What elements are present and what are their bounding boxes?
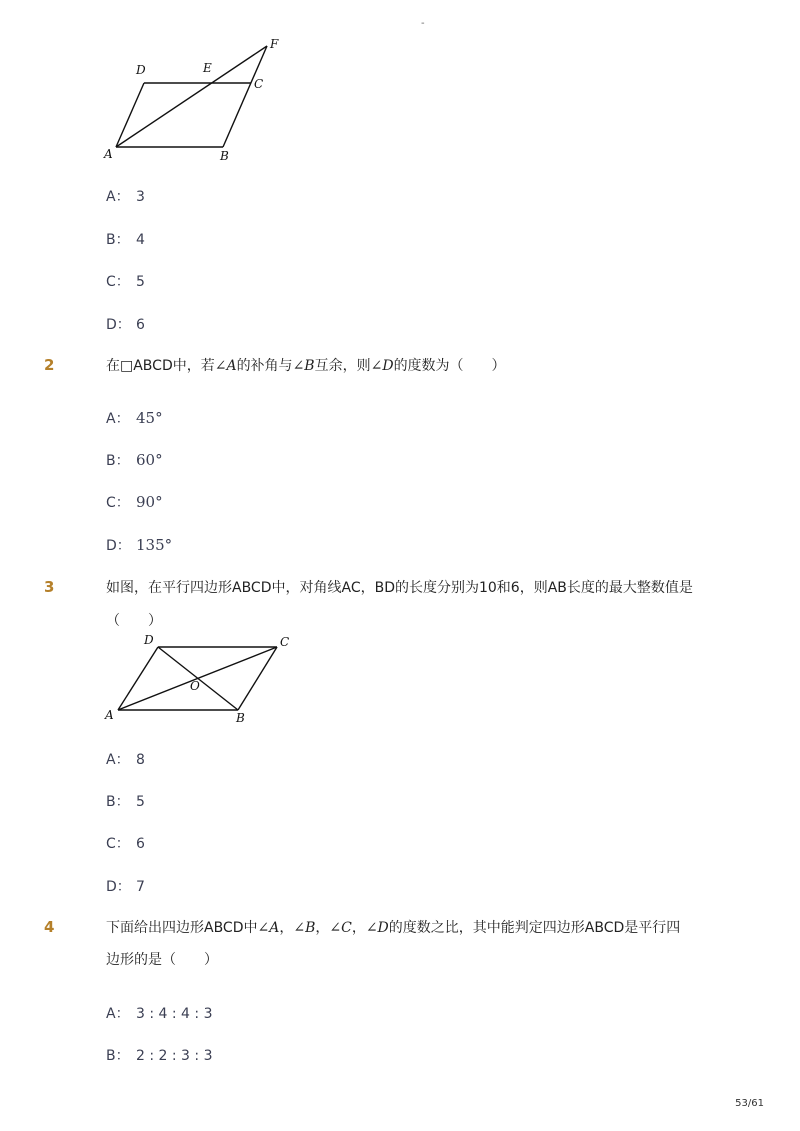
text-part: 的补角与 — [236, 358, 293, 374]
q3-option-d[interactable] — [106, 876, 145, 896]
q1-label-c: C — [254, 77, 264, 91]
option-label: C： — [106, 836, 130, 852]
q3-option-c[interactable] — [106, 833, 145, 853]
q3-label-b: B — [236, 711, 245, 725]
q2-option-a[interactable] — [106, 408, 163, 428]
answer-paren: （ ） — [106, 613, 162, 629]
text-part: 互余，则 — [314, 358, 371, 374]
q1-option-b[interactable] — [106, 229, 145, 249]
q3-figure — [100, 630, 300, 730]
option-label: B： — [106, 1048, 130, 1064]
option-value: 5 — [136, 794, 145, 810]
q3-edge-ad — [118, 647, 158, 710]
q1-label-b: B — [220, 149, 229, 163]
top-mark: - — [421, 18, 425, 29]
q1-option-d[interactable] — [106, 314, 145, 334]
option-label: C： — [106, 495, 130, 511]
q3-option-a[interactable] — [106, 749, 145, 769]
option-value: 45° — [136, 409, 163, 427]
q2-option-b[interactable] — [106, 450, 163, 470]
math-angle: ∠B — [292, 358, 315, 374]
math-angle: ∠B — [293, 920, 316, 936]
q1-label-d: D — [136, 63, 146, 77]
text-part: 的度数为（ ） — [393, 358, 506, 374]
math-angle: ∠A — [214, 358, 237, 374]
q3-label-c: C — [280, 635, 290, 649]
q1-figure — [100, 34, 300, 164]
option-label: D： — [106, 317, 131, 333]
page-number: 53/61 — [735, 1098, 764, 1109]
option-label: B： — [106, 794, 130, 810]
text-part: ， — [351, 920, 366, 936]
q3-label-a: A — [105, 708, 114, 722]
option-value: 3 — [136, 189, 145, 205]
text-part: 下面给出四边形ABCD中 — [106, 920, 258, 936]
math-angle: ∠D — [365, 920, 389, 936]
option-value: 60° — [136, 451, 163, 469]
option-label: D： — [106, 538, 131, 554]
q1-option-a[interactable] — [106, 186, 145, 206]
q2-option-c[interactable] — [106, 492, 163, 512]
question-number: 3 — [44, 578, 55, 596]
option-label: A： — [106, 189, 130, 205]
option-value: 2 : 2 : 3 : 3 — [136, 1048, 213, 1064]
option-label: A： — [106, 752, 130, 768]
question-text — [106, 912, 680, 944]
option-value: 6 — [136, 317, 145, 333]
text-part: 的度数之比，其中能判定四边形ABCD是平行四 — [388, 920, 681, 936]
q1-label-e: E — [203, 61, 212, 75]
question-text — [106, 350, 506, 382]
option-label: B： — [106, 232, 130, 248]
option-value: 7 — [136, 879, 145, 895]
question-text: 如图，在平行四边形ABCD中，对角线AC，BD的长度分别为10和6，则AB长度的最大整数值是 — [106, 580, 693, 596]
option-value: 3 : 4 : 4 : 3 — [136, 1006, 213, 1022]
text-part: ， — [315, 920, 330, 936]
option-value: 8 — [136, 752, 145, 768]
q1-label-f: F — [270, 37, 279, 51]
math-angle: ∠C — [329, 920, 352, 936]
q1-option-c[interactable] — [106, 271, 145, 291]
q3-option-b[interactable] — [106, 791, 145, 811]
option-label: A： — [106, 411, 130, 427]
question-number: 2 — [44, 356, 55, 374]
option-label: B： — [106, 453, 130, 469]
option-label: C： — [106, 274, 130, 290]
option-value: 5 — [136, 274, 145, 290]
option-value: 90° — [136, 493, 163, 511]
option-value: 4 — [136, 232, 145, 248]
math-angle: ∠A — [257, 920, 280, 936]
math-angle: ∠D — [370, 358, 394, 374]
option-value: 135° — [136, 536, 173, 554]
q3-edge-cb — [238, 647, 277, 710]
q3-label-d: D — [144, 633, 154, 647]
text-part: 在□ABCD中，若 — [106, 358, 215, 374]
q2-option-d[interactable] — [106, 535, 172, 555]
option-label: D： — [106, 879, 131, 895]
question-number: 4 — [44, 918, 55, 936]
q1-label-a: A — [104, 147, 113, 161]
option-label: A： — [106, 1006, 130, 1022]
q3-label-o: O — [190, 679, 200, 693]
option-value: 6 — [136, 836, 145, 852]
q4-option-b[interactable] — [106, 1045, 212, 1065]
text-part: ， — [279, 920, 294, 936]
question-text-line2: 边形的是（ ） — [106, 952, 218, 968]
q4-option-a[interactable] — [106, 1003, 212, 1023]
